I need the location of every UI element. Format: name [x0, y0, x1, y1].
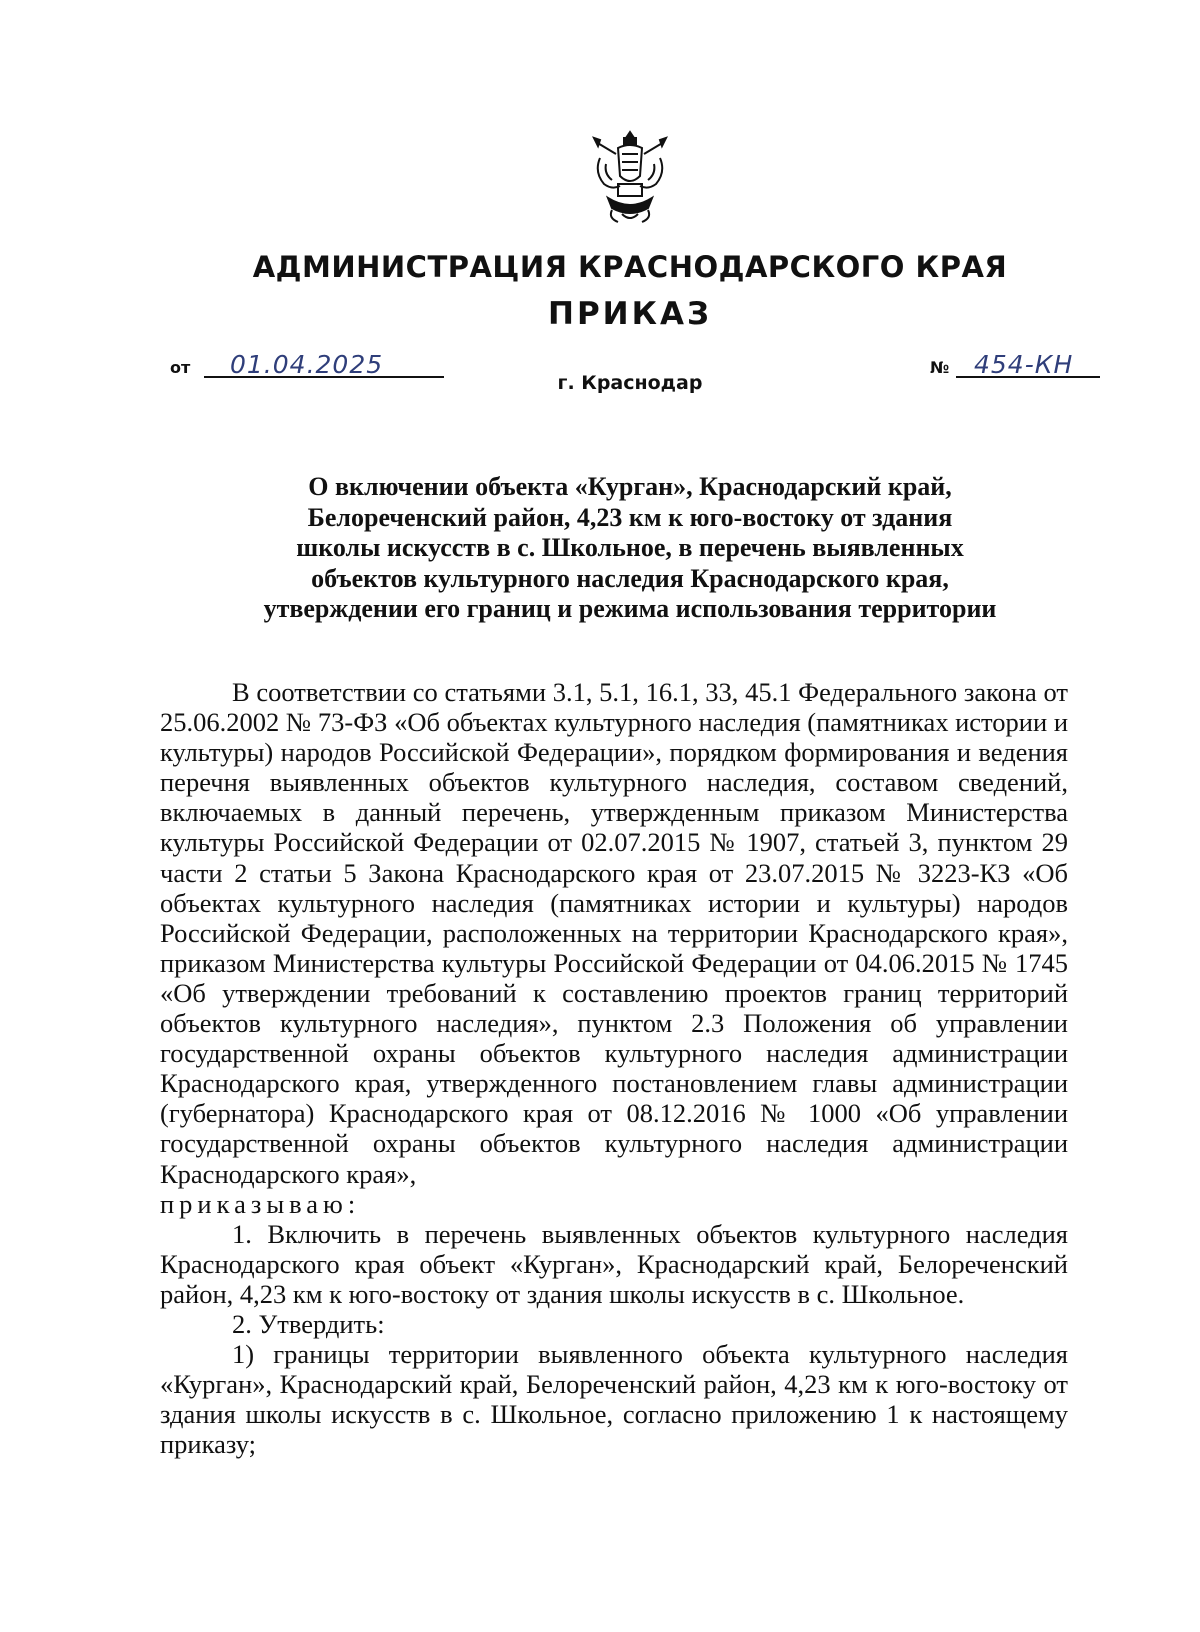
document-subject [170, 472, 1090, 625]
document-body [160, 677, 1068, 1459]
subject-line: школы искусств в с. Школьное, в перечень выявленных [296, 533, 964, 562]
document-type: ПРИКАЗ [548, 296, 712, 332]
subject-line: утверждении его границ и режима использования территории [263, 594, 997, 623]
item-1: 1. Включить в перечень выявленных объектов культурного наследия Краснодарского края объект «Курган», Краснодарский край, Белореченский район, 4,23 км к юго-востоку от здания школы искусств в с. Школьное. [160, 1218, 1068, 1309]
number-value: 454-КН [974, 350, 1074, 379]
item-2-1: 1) границы территории выявленного объекта культурного наследия «Курган», Краснодарский край, Белореченский район, 4,23 км к юго-востоку от здания школы искусств в с. Школьное, согласно приложению 1 к настоящему приказу; [160, 1339, 1068, 1460]
city: г. Краснодар [557, 372, 703, 394]
coat-of-arms-emblem [588, 128, 672, 228]
subject-line: объектов культурного наследия Краснодарского края, [311, 563, 949, 593]
subject-line: О включении объекта «Курган», Краснодарский край, [308, 472, 952, 501]
number-label: № [930, 358, 950, 377]
date-label: от [170, 358, 191, 377]
date-value: 01.04.2025 [230, 350, 384, 379]
subject-line: Белореченский район, 4,23 км к юго-востоку от здания [307, 502, 953, 532]
item-2: 2. Утвердить: [232, 1308, 385, 1339]
preamble-paragraph: В соответствии со статьями 3.1, 5.1, 16.1, 33, 45.1 Федерального закона от 25.06.2002 № 73-ФЗ «Об объектах культурного наследия (памятниках истории и культуры) народов Российской Федерации», порядком формирования и ведения перечня выявленных объектов культурного наследия, составом сведений, включаемых в данный перечень, утвержденным приказом Министерства культуры Российской Федерации от 02.07.2015 № 1907, статьей 3, пунктом 29 части 2 статьи 5 Закона Краснодарского края от 23.07.2015 № 3223-КЗ «Об объектах культурного наследия (памятниках истории и культуры) народов Российской Федерации, расположенных на территории Краснодарского края», приказом Министерства культуры Российской Федерации от 04.06.2015 № 1745 «Об утверждении требований к составлению проектов границ территорий объектов культурного наследия», пунктом 2.3 Положения об управлении государственной охраны объектов культурного наследия администрации Краснодарского края, утвержденного постановлением главы администрации (губернатора) Краснодарского края от 08.12.2016 № 1000 «Об управлении государственной охраны объектов культурного наследия администрации Краснодарского края», [160, 677, 1068, 1189]
organization-title: АДМИНИСТРАЦИЯ КРАСНОДАРСКОГО КРАЯ [252, 250, 1008, 284]
order-word: приказываю: [160, 1188, 361, 1219]
